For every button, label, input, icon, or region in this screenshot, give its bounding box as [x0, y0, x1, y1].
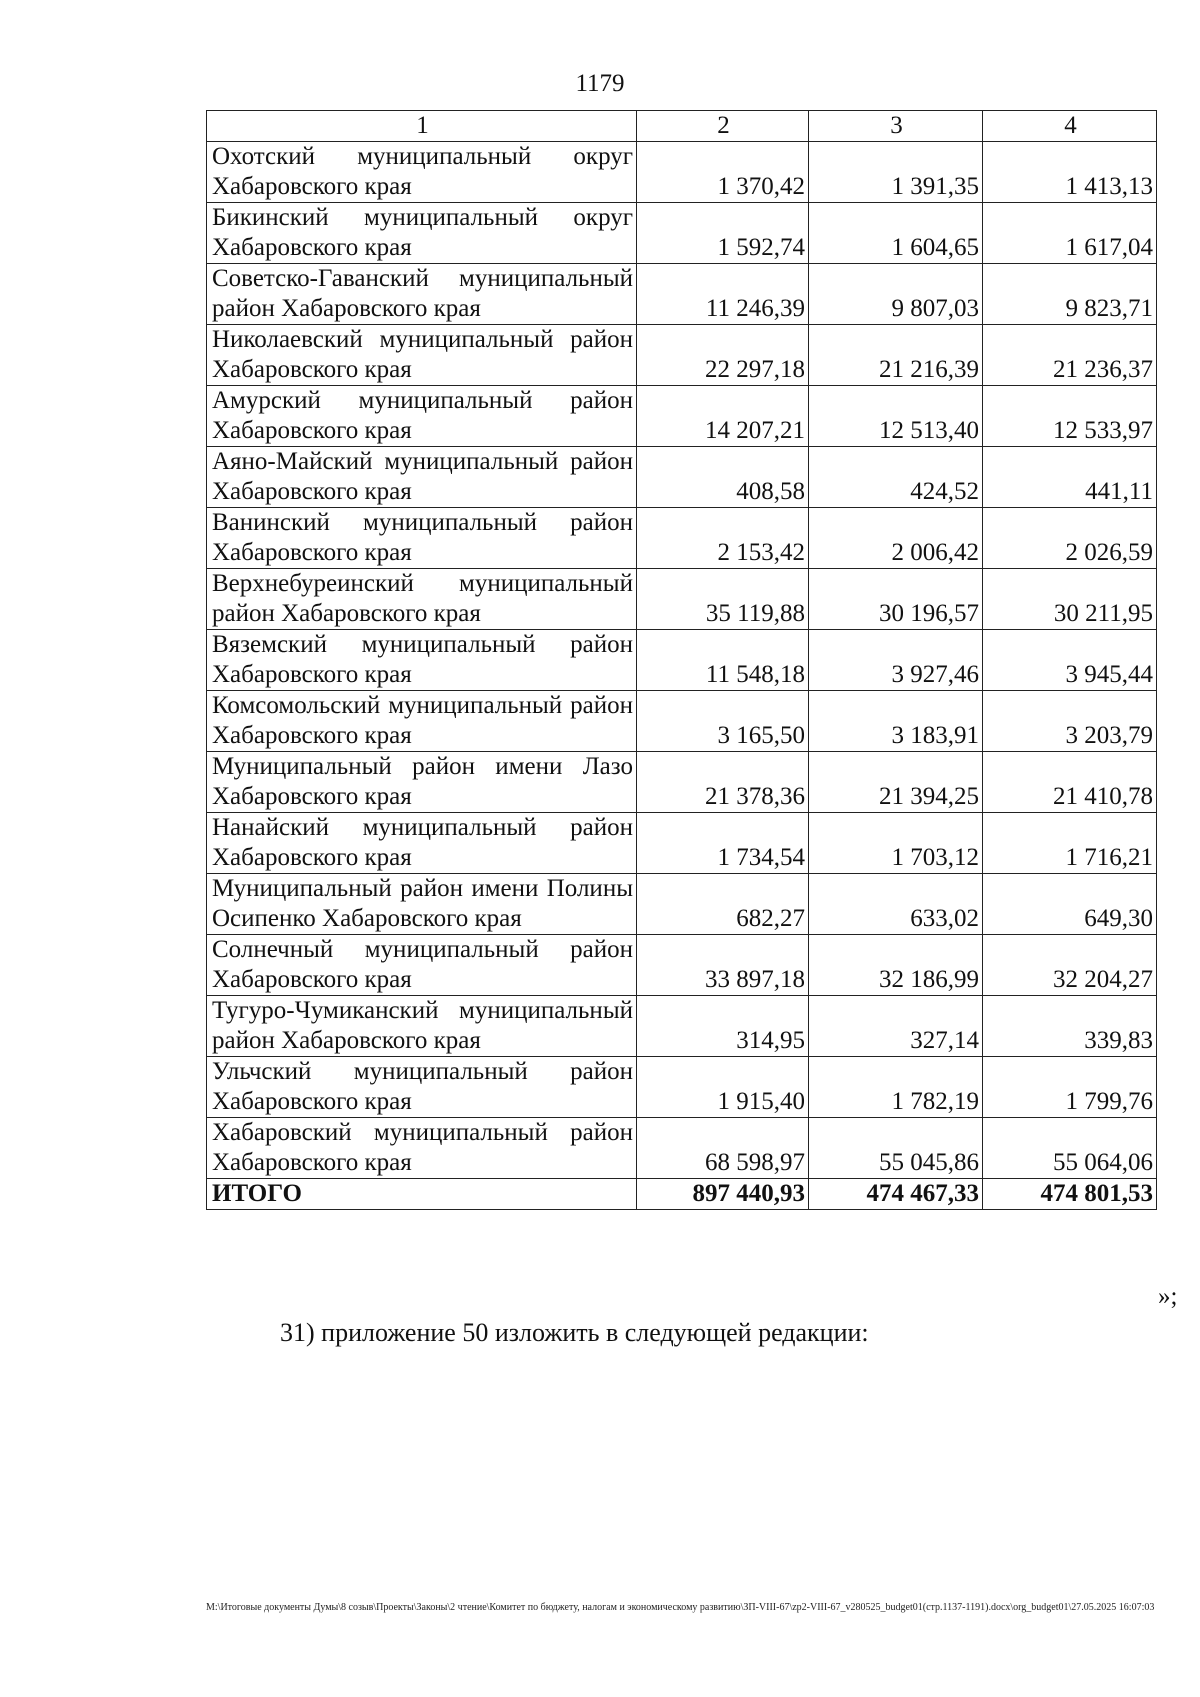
value-col-2: 1 592,74 — [637, 203, 809, 264]
value-col-3: 1 703,12 — [809, 813, 983, 874]
value-col-3: 21 216,39 — [809, 325, 983, 386]
total-value-col-2: 897 440,93 — [637, 1179, 809, 1210]
value-col-2: 3 165,50 — [637, 691, 809, 752]
total-row — [207, 1179, 1157, 1210]
column-header: 4 — [983, 111, 1157, 142]
value-col-3: 633,02 — [809, 874, 983, 935]
value-col-4: 30 211,95 — [983, 569, 1157, 630]
municipality-name: Верхнебуреинский муниципальный район Хабаровского края — [207, 569, 637, 630]
table-row — [207, 752, 1157, 813]
value-col-4: 441,11 — [983, 447, 1157, 508]
municipality-name: Муниципальный район имени Полины Осипенко Хабаровского края — [207, 874, 637, 935]
total-value-col-4: 474 801,53 — [983, 1179, 1157, 1210]
value-col-2: 11 548,18 — [637, 630, 809, 691]
footer-file-path: M:\Итоговые документы Думы\8 созыв\Проекты\Законы\2 чтение\Комитет по бюджету, налогам и экономическому развитию\ЗП-VIII-67\zp2-VIII-67_v280525_budget01(стр.1137-1191).docx\org_budget01\27.05.2025 16:07:03 — [206, 1602, 1155, 1613]
value-col-3: 3 927,46 — [809, 630, 983, 691]
value-col-3: 55 045,86 — [809, 1118, 983, 1179]
municipality-name: Солнечный муниципальный район Хабаровского края — [207, 935, 637, 996]
value-col-2: 408,58 — [637, 447, 809, 508]
table-row — [207, 630, 1157, 691]
value-col-4: 32 204,27 — [983, 935, 1157, 996]
value-col-2: 1 915,40 — [637, 1057, 809, 1118]
value-col-4: 1 799,76 — [983, 1057, 1157, 1118]
column-header: 2 — [637, 111, 809, 142]
value-col-2: 35 119,88 — [637, 569, 809, 630]
table-row — [207, 264, 1157, 325]
table-row — [207, 996, 1157, 1057]
value-col-2: 68 598,97 — [637, 1118, 809, 1179]
municipality-name: Бикинский муниципальный округ Хабаровского края — [207, 203, 637, 264]
value-col-2: 33 897,18 — [637, 935, 809, 996]
municipality-name: Ульчский муниципальный район Хабаровского края — [207, 1057, 637, 1118]
value-col-4: 1 413,13 — [983, 142, 1157, 203]
municipality-name: Тугуро-Чумиканский муниципальный район Хабаровского края — [207, 996, 637, 1057]
value-col-2: 14 207,21 — [637, 386, 809, 447]
value-col-2: 21 378,36 — [637, 752, 809, 813]
table-row — [207, 874, 1157, 935]
value-col-3: 424,52 — [809, 447, 983, 508]
value-col-2: 314,95 — [637, 996, 809, 1057]
value-col-2: 682,27 — [637, 874, 809, 935]
municipality-name: Нанайский муниципальный район Хабаровского края — [207, 813, 637, 874]
column-header: 1 — [207, 111, 637, 142]
municipality-name: Муниципальный район имени Лазо Хабаровского края — [207, 752, 637, 813]
value-col-3: 1 782,19 — [809, 1057, 983, 1118]
municipality-name: Советско-Гаванский муниципальный район Хабаровского края — [207, 264, 637, 325]
value-col-4: 21 236,37 — [983, 325, 1157, 386]
municipality-name: Хабаровский муниципальный район Хабаровского края — [207, 1118, 637, 1179]
municipality-name: Охотский муниципальный округ Хабаровского края — [207, 142, 637, 203]
value-col-4: 2 026,59 — [983, 508, 1157, 569]
value-col-3: 1 391,35 — [809, 142, 983, 203]
instruction-text: 31) приложение 50 изложить в следующей редакции: — [280, 1318, 869, 1347]
value-col-4: 3 203,79 — [983, 691, 1157, 752]
municipality-name: Вяземский муниципальный район Хабаровского края — [207, 630, 637, 691]
closing-quote: »; — [1158, 1283, 1178, 1310]
table-row — [207, 447, 1157, 508]
table-row — [207, 386, 1157, 447]
value-col-4: 339,83 — [983, 996, 1157, 1057]
table-row — [207, 325, 1157, 386]
value-col-2: 1 734,54 — [637, 813, 809, 874]
value-col-4: 21 410,78 — [983, 752, 1157, 813]
table-row — [207, 1057, 1157, 1118]
value-col-4: 9 823,71 — [983, 264, 1157, 325]
value-col-3: 12 513,40 — [809, 386, 983, 447]
municipality-name: Николаевский муниципальный район Хабаровского края — [207, 325, 637, 386]
total-label: ИТОГО — [207, 1179, 637, 1210]
table-row — [207, 142, 1157, 203]
value-col-3: 3 183,91 — [809, 691, 983, 752]
value-col-2: 2 153,42 — [637, 508, 809, 569]
value-col-3: 1 604,65 — [809, 203, 983, 264]
total-value-col-3: 474 467,33 — [809, 1179, 983, 1210]
value-col-3: 21 394,25 — [809, 752, 983, 813]
value-col-4: 1 716,21 — [983, 813, 1157, 874]
value-col-4: 55 064,06 — [983, 1118, 1157, 1179]
municipality-name: Комсомольский муниципальный район Хабаровского края — [207, 691, 637, 752]
municipality-name: Амурский муниципальный район Хабаровского края — [207, 386, 637, 447]
value-col-4: 3 945,44 — [983, 630, 1157, 691]
table-row — [207, 508, 1157, 569]
table-row — [207, 569, 1157, 630]
table-row — [207, 203, 1157, 264]
value-col-2: 1 370,42 — [637, 142, 809, 203]
value-col-3: 32 186,99 — [809, 935, 983, 996]
value-col-4: 649,30 — [983, 874, 1157, 935]
column-header: 3 — [809, 111, 983, 142]
value-col-3: 2 006,42 — [809, 508, 983, 569]
table-row — [207, 935, 1157, 996]
value-col-3: 30 196,57 — [809, 569, 983, 630]
budget-table — [206, 110, 1157, 1210]
municipality-name: Ванинский муниципальный район Хабаровского края — [207, 508, 637, 569]
value-col-3: 327,14 — [809, 996, 983, 1057]
value-col-4: 1 617,04 — [983, 203, 1157, 264]
value-col-2: 11 246,39 — [637, 264, 809, 325]
table-header-row — [207, 111, 1157, 142]
value-col-4: 12 533,97 — [983, 386, 1157, 447]
municipality-name: Аяно-Майский муниципальный район Хабаровского края — [207, 447, 637, 508]
table-row — [207, 691, 1157, 752]
value-col-3: 9 807,03 — [809, 264, 983, 325]
value-col-2: 22 297,18 — [637, 325, 809, 386]
table-row — [207, 1118, 1157, 1179]
table-row — [207, 813, 1157, 874]
page-number: 1179 — [575, 70, 625, 97]
